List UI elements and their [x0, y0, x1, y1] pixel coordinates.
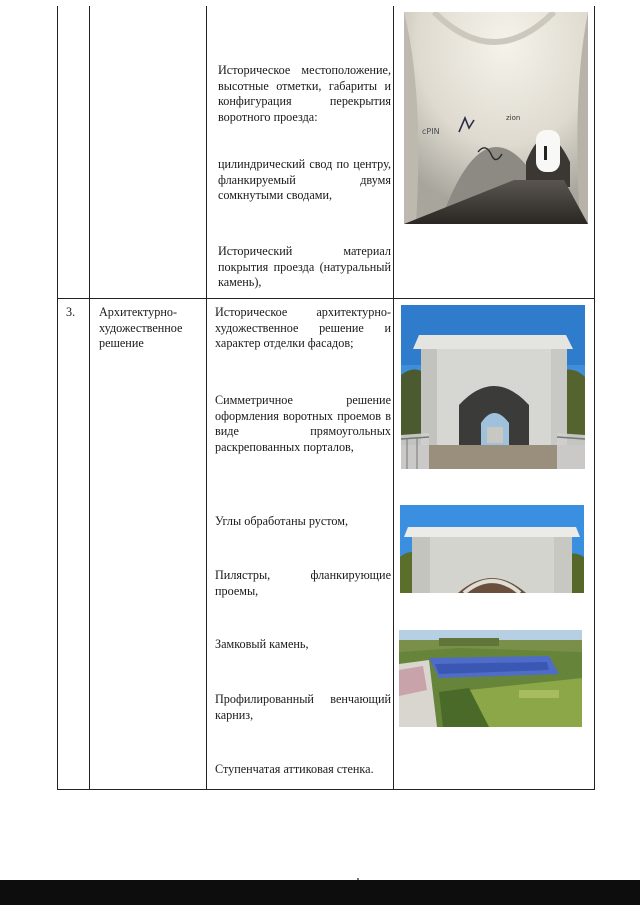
item-rustication: Углы обработаны рустом, — [215, 514, 349, 528]
item-keystone: Замковый камень, — [215, 637, 309, 651]
moat-wall-photo — [399, 630, 582, 727]
row-title: Архитектурно-художественное решение — [99, 305, 183, 351]
table-vline-right — [594, 6, 595, 790]
row-number: 3. — [66, 305, 76, 319]
table-vline-col2 — [206, 6, 207, 790]
vault-description-text: цилиндрический свод по центру, фланкируемый двумя сомкнутыми сводами, — [218, 157, 391, 203]
tunnel-interior-photo — [404, 12, 588, 224]
gate-attic-photo — [400, 505, 584, 593]
scan-bottom-bar — [0, 880, 640, 905]
table-row-divider — [57, 298, 595, 299]
material-text: Исторический материал покрытия проезда (натуральный камень), — [218, 244, 391, 290]
table-bottom-border — [57, 789, 595, 790]
table-vline-col3 — [393, 6, 394, 790]
historic-location-text: Историческое местоположение, высотные отметки, габариты и конфигурация перекрытия воротного проезда: — [218, 63, 391, 124]
item-attic-wall: Ступенчатая аттиковая стенка. — [215, 762, 374, 776]
gate-facade-photo — [401, 305, 585, 469]
item-symmetric-portals: Симметричное решение оформления воротных проемов в виде прямоугольных раскрепованных порталов, — [215, 393, 391, 454]
graffiti-text: zion — [506, 114, 521, 122]
item-cornice: Профилированный венчающий карниз, — [215, 692, 391, 722]
table-vline-col1 — [89, 6, 90, 790]
item-pilasters: Пилястры, фланкирующие проемы, — [215, 568, 391, 598]
table-vline-left — [57, 6, 58, 790]
item-facade-treatment: Историческое архитектурно-художественное решение и характер отделки фасадов; — [215, 305, 391, 351]
svg-text:cPIN: cPIN — [422, 127, 440, 136]
